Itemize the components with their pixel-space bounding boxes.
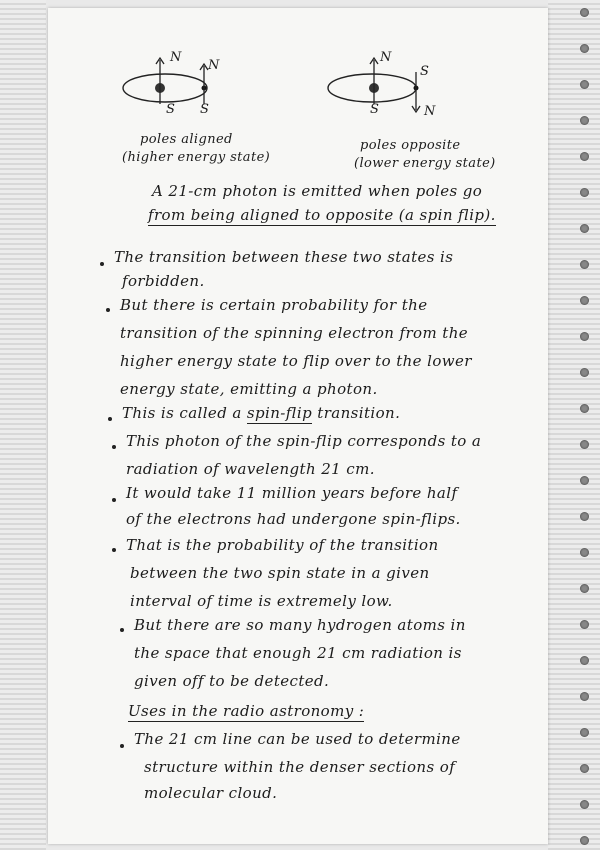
binding-hole <box>580 188 589 197</box>
bullet-1-line-2: forbidden. <box>122 272 205 290</box>
bullet-1-line-1: The transition between these two states is <box>114 248 454 266</box>
uses-line-2: structure within the denser sections of <box>144 758 456 776</box>
aligned-caption-line1: poles aligned <box>140 132 233 147</box>
binding-holes <box>580 0 594 850</box>
binding-hole <box>580 44 589 53</box>
binding-hole <box>580 836 589 845</box>
south-label: S <box>200 102 210 117</box>
opposite-caption-line2: (lower energy state) <box>354 156 496 171</box>
bullet-7-line-3: given off to be detected. <box>134 672 330 690</box>
binding-hole <box>580 584 589 593</box>
binding-hole <box>580 692 589 701</box>
binding-hole <box>580 224 589 233</box>
bullet-dot <box>108 417 112 421</box>
right-page-margin <box>548 0 600 850</box>
binding-hole <box>580 656 589 665</box>
binding-hole <box>580 296 589 305</box>
bullet-dot <box>120 628 124 632</box>
binding-hole <box>580 764 589 773</box>
bullet-7-line-2: the space that enough 21 cm radiation is <box>134 644 462 662</box>
bullet-6-line-1: That is the probability of the transition <box>126 536 439 554</box>
south-label: S <box>166 102 176 117</box>
binding-hole <box>580 260 589 269</box>
bullet-4-line-2: radiation of wavelength 21 cm. <box>126 460 375 478</box>
bullet-dot <box>100 262 104 266</box>
binding-hole <box>580 512 589 521</box>
binding-hole <box>580 404 589 413</box>
left-page-margin <box>0 0 46 850</box>
bullet-dot <box>112 548 116 552</box>
bullet-dot <box>106 308 110 312</box>
uses-line-3: molecular cloud. <box>144 784 278 802</box>
bullet-2-line-3: higher energy state to flip over to the lower <box>120 352 472 370</box>
notebook-page <box>48 8 548 844</box>
bullet-6-line-2: between the two spin state in a given <box>130 564 430 582</box>
uses-line-1: The 21 cm line can be used to determine <box>134 730 461 748</box>
binding-hole <box>580 620 589 629</box>
binding-hole <box>580 548 589 557</box>
binding-hole <box>580 440 589 449</box>
binding-hole <box>580 8 589 17</box>
binding-hole <box>580 80 589 89</box>
binding-hole <box>580 368 589 377</box>
bullet-3-after: transition. <box>317 404 401 422</box>
south-label: S <box>420 64 430 79</box>
bullet-2-line-4: energy state, emitting a photon. <box>120 380 378 398</box>
aligned-caption-line2: (higher energy state) <box>122 150 271 165</box>
bullet-3-before: This is called a <box>122 404 242 422</box>
opposite-caption-line1: poles opposite <box>360 138 461 153</box>
binding-hole <box>580 476 589 485</box>
uses-heading: Uses in the radio astronomy : <box>128 702 365 720</box>
bullet-dot <box>120 744 124 748</box>
bullet-5-line-1: It would take 11 million years before half <box>126 484 458 502</box>
binding-hole <box>580 152 589 161</box>
binding-hole <box>580 728 589 737</box>
bullet-7-line-1: But there are so many hydrogen atoms in <box>134 616 466 634</box>
spin-flip-term: spin-flip <box>246 404 313 422</box>
north-label: N <box>424 104 436 119</box>
north-label: N <box>208 58 220 73</box>
north-label: N <box>380 50 392 65</box>
bullet-3-line-1 <box>122 404 400 422</box>
bullet-5-line-2: of the electrons had undergone spin-flips. <box>126 510 461 528</box>
bullet-4-line-1: This photon of the spin-flip corresponds to a <box>126 432 482 450</box>
binding-hole <box>580 332 589 341</box>
intro-line-1: A 21-cm photon is emitted when poles go <box>152 182 483 200</box>
north-label: N <box>170 50 182 65</box>
bullet-dot <box>112 498 116 502</box>
south-label: S <box>370 102 380 117</box>
bullet-dot <box>112 445 116 449</box>
bullet-2-line-1: But there is certain probability for the <box>120 296 428 314</box>
intro-line-2: from being aligned to opposite (a spin flip). <box>148 206 496 224</box>
bullet-2-line-2: transition of the spinning electron from the <box>120 324 469 342</box>
bullet-6-line-3: interval of time is extremely low. <box>130 592 393 610</box>
binding-hole <box>580 116 589 125</box>
binding-hole <box>580 800 589 809</box>
